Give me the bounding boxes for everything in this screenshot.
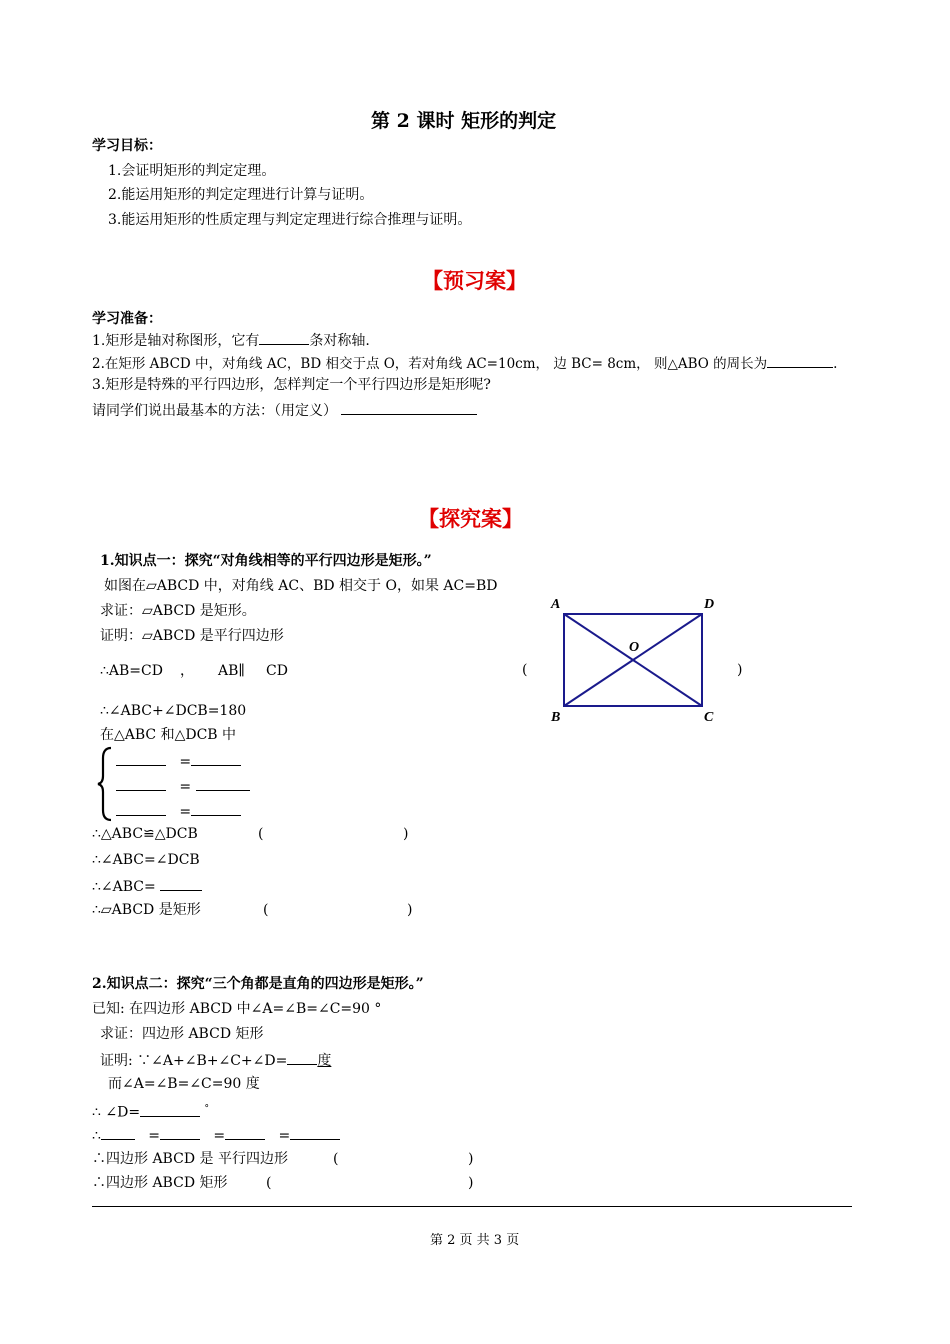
k1-line6 bbox=[92, 876, 202, 896]
k1-paren-close-2: ) bbox=[403, 826, 409, 842]
k2-line2-text: ∴ ∠D= bbox=[92, 1104, 141, 1121]
k2-line1: 而∠A=∠B=∠C=90 度 bbox=[108, 1076, 260, 1092]
vertex-label-b: B bbox=[551, 710, 561, 725]
preview-q4-text: 请同学们说出最基本的方法：（用定义） bbox=[92, 403, 337, 419]
vertex-label-a: A bbox=[551, 597, 561, 612]
objective-item-3: 3.能运用矩形的性质定理与判定定理进行综合推理与证明。 bbox=[108, 212, 472, 228]
k1-paren-open-2: ( bbox=[258, 826, 264, 842]
k2-paren-open-1: ( bbox=[333, 1151, 339, 1167]
k1-eq-row-2 bbox=[116, 776, 250, 796]
k2-proof bbox=[100, 1050, 331, 1070]
k1-proof-start: 证明：▱ABCD 是平行四边形 bbox=[100, 628, 284, 644]
objectives-heading: 学习目标： bbox=[92, 138, 162, 154]
blank[interactable] bbox=[290, 1125, 340, 1140]
k1-paren-close-3: ) bbox=[407, 902, 413, 918]
k2-paren-close-2: ) bbox=[468, 1175, 474, 1191]
preview-heading: 学习准备： bbox=[92, 311, 162, 327]
equals-sign: = bbox=[213, 1128, 226, 1144]
blank[interactable] bbox=[116, 776, 166, 791]
preview-q1-text-a: 1.矩形是轴对称图形，它有 bbox=[92, 333, 260, 349]
k2-line5: ∴四边形 ABCD 矩形 bbox=[92, 1175, 228, 1191]
preview-q1-text-b: 条对称轴. bbox=[309, 333, 370, 349]
k2-paren-close-1: ) bbox=[468, 1151, 474, 1167]
k1-line6-text: ∴∠ABC= bbox=[92, 879, 156, 895]
k1-line1-d: CD bbox=[266, 663, 288, 679]
equals-sign: = bbox=[148, 1128, 161, 1144]
k2-prove: 求证：四边形 ABCD 矩形 bbox=[100, 1026, 264, 1042]
preview-q2-text-a: 2.在矩形 ABCD 中，对角线 AC，BD 相交于点 O，若对角线 AC=10cm， 边 BC= 8cm， 则△ABO 的周长为 bbox=[92, 356, 768, 372]
blank[interactable] bbox=[160, 876, 202, 891]
equals-sign: = bbox=[179, 779, 192, 795]
k1-eq-row-1 bbox=[116, 751, 241, 771]
preview-q2 bbox=[92, 353, 837, 373]
blank[interactable] bbox=[191, 751, 241, 766]
blank[interactable] bbox=[767, 353, 833, 368]
k1-line5: ∴∠ABC=∠DCB bbox=[92, 852, 200, 868]
k1-line1-a: ∴AB=CD bbox=[100, 663, 163, 679]
equals-sign: = bbox=[278, 1128, 291, 1144]
blank[interactable] bbox=[116, 801, 166, 816]
k1-given: 如图在▱ABCD 中，对角线 AC、BD 相交于 O，如果 AC=BD bbox=[104, 578, 498, 594]
k2-paren-open-2: ( bbox=[266, 1175, 272, 1191]
therefore-sign: ∴ bbox=[92, 1128, 101, 1144]
center-label-o: O bbox=[629, 640, 640, 655]
objective-item-2: 2.能运用矩形的判定定理进行计算与证明。 bbox=[108, 187, 374, 203]
rectangle-figure bbox=[545, 590, 725, 730]
k1-paren-open-3: ( bbox=[263, 902, 269, 918]
equals-sign: = bbox=[179, 754, 192, 770]
k2-line4: ∴四边形 ABCD 是 平行四边形 bbox=[92, 1151, 288, 1167]
preview-q1 bbox=[92, 330, 370, 350]
blank[interactable] bbox=[101, 1125, 135, 1140]
preview-q4 bbox=[92, 400, 477, 420]
blank[interactable] bbox=[196, 776, 250, 791]
k1-eq-row-3 bbox=[116, 801, 241, 821]
blank[interactable] bbox=[116, 751, 166, 766]
footer-page-number: 第 2 页 共 3 页 bbox=[430, 1233, 520, 1248]
brace-icon bbox=[96, 746, 114, 822]
vertex-label-c: C bbox=[704, 710, 714, 725]
blank[interactable] bbox=[140, 1102, 200, 1117]
k1-paren-close-1: ) bbox=[737, 662, 743, 678]
k2-proof-text: 证明: ∵∠A+∠B+∠C+∠D= bbox=[100, 1053, 288, 1069]
blank[interactable] bbox=[259, 330, 309, 345]
degree-sign: ° bbox=[204, 1104, 209, 1114]
k1-line1-c: AB∥ bbox=[218, 663, 245, 679]
k1-line4: ∴△ABC≌△DCB bbox=[92, 826, 198, 842]
k1-line7: ∴▱ABCD 是矩形 bbox=[92, 902, 201, 918]
objective-item-1: 1.会证明矩形的判定定理。 bbox=[108, 163, 276, 179]
explore-section-title: 【探究案】 bbox=[418, 506, 523, 531]
footer-divider bbox=[92, 1206, 852, 1207]
preview-section-title: 【预习案】 bbox=[422, 268, 527, 293]
k1-paren-open-1: ( bbox=[522, 662, 528, 678]
blank[interactable] bbox=[287, 1050, 317, 1065]
vertex-label-d: D bbox=[704, 597, 715, 612]
k1-heading: 1.知识点一：探究“对角线相等的平行四边形是矩形。” bbox=[100, 553, 432, 569]
preview-q2-text-b: . bbox=[833, 356, 838, 372]
k1-line1-b: ， bbox=[180, 663, 194, 679]
k2-proof-unit: 度 bbox=[317, 1053, 332, 1069]
k2-heading: 2.知识点二：探究“三个角都是直角的四边形是矩形。” bbox=[92, 976, 424, 992]
k2-given: 已知: 在四边形 ABCD 中∠A=∠B=∠C=90 ° bbox=[92, 1001, 382, 1017]
blank[interactable] bbox=[225, 1125, 265, 1140]
page-title: 第 2 课时 矩形的判定 bbox=[371, 110, 557, 132]
equals-sign: = bbox=[179, 804, 192, 820]
blank[interactable] bbox=[191, 801, 241, 816]
k1-line3: 在△ABC 和△DCB 中 bbox=[100, 727, 237, 743]
preview-q3: 3.矩形是特殊的平行四边形，怎样判定一个平行四边形是矩形呢? bbox=[92, 377, 491, 393]
blank[interactable] bbox=[160, 1125, 200, 1140]
k1-prove: 求证：▱ABCD 是矩形。 bbox=[100, 603, 256, 619]
blank[interactable] bbox=[341, 400, 477, 415]
k2-line2 bbox=[92, 1100, 209, 1122]
k1-line2: ∴∠ABC+∠DCB=180 bbox=[100, 703, 247, 719]
k2-line3 bbox=[92, 1125, 340, 1145]
